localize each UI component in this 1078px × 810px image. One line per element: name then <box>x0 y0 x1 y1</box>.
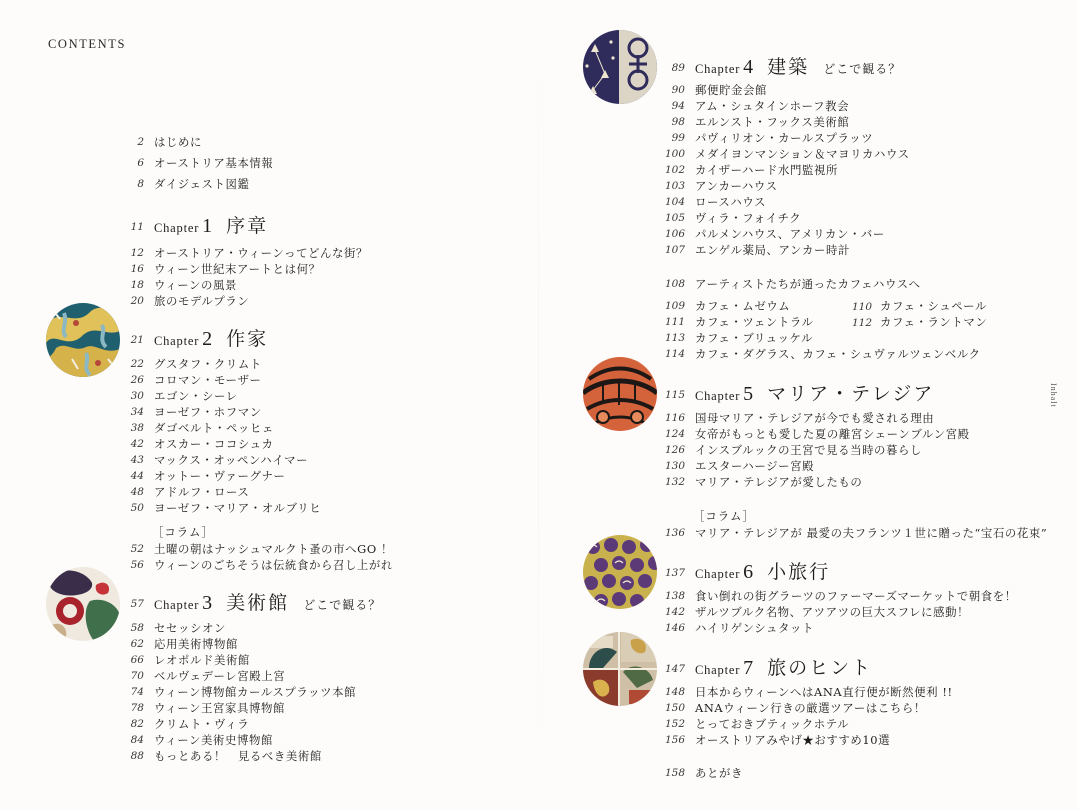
entry-title: 国母マリア・テレジアが今でも愛される理由 <box>695 411 935 425</box>
entry-title: カフェ・ムゼウム <box>695 299 791 313</box>
toc-entry[interactable] <box>671 114 850 130</box>
contents-heading: CONTENTS <box>48 37 127 51</box>
toc-entry[interactable] <box>130 557 393 573</box>
toc-entry[interactable] <box>130 356 262 372</box>
chapter-subtitle: どこで観る？ <box>303 598 382 612</box>
page-number: 56 <box>130 559 144 571</box>
toc-entry[interactable] <box>130 404 262 420</box>
toc-entry[interactable] <box>664 716 850 732</box>
entry-title: カフェ・ダグラス、カフェ・シュヴァルツェンベルク <box>695 347 981 361</box>
page-number: 42 <box>130 438 144 450</box>
page-number: 6 <box>137 157 144 169</box>
page-number: 138 <box>664 590 685 602</box>
entry-title: インスブルックの王宮で見る当時の暮らし <box>695 443 923 457</box>
entry-title: 食い倒れの街グラーツのファーマーズマーケットで朝食を！ <box>695 589 1017 603</box>
entry-title: オーストリアみやげ★おすすめ10選 <box>695 733 891 747</box>
entry-title: もっとある！ 見るべき美術館 <box>154 749 322 763</box>
entry-title: エンゲル薬局、アンカー時計 <box>695 243 850 257</box>
entry-title: ヴィラ・フォイチク <box>695 211 802 225</box>
toc-entry-secondary[interactable] <box>852 298 987 315</box>
page-number: 102 <box>664 164 685 176</box>
page-number: 8 <box>137 178 144 190</box>
chapter-number: 7 <box>743 657 754 679</box>
toc-entry[interactable] <box>130 245 369 261</box>
chapter-6-heading[interactable] <box>664 558 831 586</box>
toc-entry[interactable] <box>130 732 273 748</box>
chapter-number: 2 <box>202 328 213 350</box>
page-number: 16 <box>130 263 144 275</box>
entry-title: ウィーンの風景 <box>154 278 238 292</box>
entry-title: カフェ・ツェントラル <box>695 315 814 329</box>
entry-title: マリア・テレジアが愛したもの <box>695 475 863 489</box>
toc-entry[interactable] <box>671 130 874 146</box>
page-number: 78 <box>130 702 144 714</box>
entry-title: 応用美術博物館 <box>154 637 238 651</box>
entry-title: 土曜の朝はナッシュマルクト蚤の市へGO ！ <box>154 542 394 556</box>
entry-title: カフェ・ブリュッケル <box>695 331 813 345</box>
toc-entry[interactable] <box>130 372 262 388</box>
entry-title: ザルツブルク名物、アツアツの巨大スフレに感動！ <box>695 605 970 619</box>
entry-title: カフェ・ラントマン <box>880 315 988 329</box>
entry-title: エスターハージー宮殿 <box>695 459 815 473</box>
page-number: 152 <box>664 718 685 730</box>
toc-entry[interactable] <box>664 346 981 362</box>
toc-entry[interactable] <box>664 162 838 178</box>
toc-entry[interactable] <box>664 210 802 226</box>
chapter-title: 美術館 <box>226 592 290 614</box>
entry-title: あとがき <box>695 766 743 780</box>
chapter-label: Chapter <box>154 334 200 348</box>
page-number: 22 <box>130 358 144 370</box>
entry-title: カフェ・シュペール <box>880 299 987 313</box>
chapter-title: 序章 <box>226 215 269 237</box>
toc-entry[interactable] <box>130 652 250 668</box>
entry-title: アーティストたちが通ったカフェハウスへ <box>695 277 921 291</box>
entry-title: エゴン・シーレ <box>154 389 238 403</box>
page-number: 2 <box>137 136 144 148</box>
toc-entry[interactable] <box>664 194 767 210</box>
column-label: ［コラム］ <box>693 509 755 523</box>
toc-entry[interactable] <box>664 474 863 490</box>
entry-title: オットー・ヴァーグナー <box>154 469 286 483</box>
page-number: 48 <box>130 486 144 498</box>
chapter-label: Chapter <box>695 62 741 76</box>
chapter-subtitle: どこで観る？ <box>823 62 902 76</box>
entry-title: ハイリゲンシュタット <box>695 621 814 635</box>
page-number: 104 <box>664 196 685 208</box>
entry-title: ANAウィーン行きの厳選ツアーはこちら！ <box>695 701 926 715</box>
toc-entry[interactable] <box>130 468 286 484</box>
toc-entry[interactable] <box>130 484 250 500</box>
chapter-number: 6 <box>743 561 754 583</box>
toc-entry[interactable] <box>130 700 285 716</box>
book-spine <box>538 0 539 810</box>
column-label: ［コラム］ <box>152 525 214 539</box>
toc-entry[interactable] <box>130 261 321 277</box>
entry-title: ウィーンのごちそうは伝統食から召し上がれ <box>154 558 393 572</box>
page-number: 66 <box>130 654 144 666</box>
entry-title: アドルフ・ロース <box>154 485 250 499</box>
chapter-label: Chapter <box>154 221 200 235</box>
toc-entry-secondary[interactable] <box>852 314 987 331</box>
entry-title: パルメンハウス、アメリカン・バー <box>695 227 885 241</box>
entry-title: ダイジェスト図鑑 <box>154 177 250 191</box>
page-number: 90 <box>671 84 685 96</box>
page-number: 44 <box>130 470 144 482</box>
entry-title: ダゴベルト・ペッヒェ <box>154 421 274 435</box>
toc-entry[interactable] <box>130 716 250 732</box>
entry-title: オーストリア基本情報 <box>154 156 274 170</box>
page-number: 147 <box>664 663 685 675</box>
page-number: 30 <box>130 390 144 402</box>
toc-entry-pair[interactable] <box>664 298 987 314</box>
page-number: 26 <box>130 374 144 386</box>
toc-entry[interactable] <box>130 293 250 309</box>
toc-entry[interactable] <box>664 684 953 700</box>
chapter-number: 1 <box>202 215 213 237</box>
page-number: 88 <box>130 750 144 762</box>
toc-entry[interactable] <box>671 98 850 114</box>
page-number: 89 <box>671 62 685 74</box>
page-number: 156 <box>664 734 685 746</box>
page-number: 57 <box>130 598 144 610</box>
toc-entry[interactable] <box>130 388 238 404</box>
chapter-number: 5 <box>743 383 754 405</box>
page-number: 82 <box>130 718 144 730</box>
entry-title: 郵便貯金会館 <box>695 83 767 97</box>
page-number: 108 <box>664 278 685 290</box>
toc-entry[interactable] <box>130 500 322 516</box>
toc-entry[interactable] <box>664 242 850 258</box>
page-number: 43 <box>130 454 144 466</box>
toc-entry[interactable] <box>130 277 238 293</box>
chapter-5-heading[interactable] <box>664 380 935 408</box>
toc-entry[interactable] <box>664 442 923 458</box>
page-number: 132 <box>664 476 685 488</box>
toc-entry[interactable] <box>130 636 238 652</box>
entry-title: アンカーハウス <box>695 179 778 193</box>
chapter-4-heading[interactable] <box>671 53 902 81</box>
page-number: 50 <box>130 502 144 514</box>
page-number: 126 <box>664 444 685 456</box>
entry-title: メダイヨンマンション＆マヨリカハウス <box>695 147 910 161</box>
entry-title: ウィーン世紀末アートとは何？ <box>154 262 321 276</box>
chapter-number: 4 <box>743 56 754 78</box>
page-number: 110 <box>852 301 873 313</box>
entry-title: ヨーゼフ・マリア・オルブリヒ <box>154 501 322 515</box>
page-number: 38 <box>130 422 144 434</box>
page-number: 58 <box>130 622 144 634</box>
page-number: 74 <box>130 686 144 698</box>
page-number: 124 <box>664 428 685 440</box>
toc-entry-pair[interactable] <box>664 314 988 330</box>
page-number: 115 <box>664 389 685 401</box>
page-number: 158 <box>664 767 685 779</box>
toc-entry[interactable] <box>664 525 1048 541</box>
entry-title: セセッシオン <box>154 621 226 635</box>
page-number: 20 <box>130 295 144 307</box>
entry-title: パヴィリオン・カールスプラッツ <box>695 131 874 145</box>
entry-title: ウィーン美術史博物館 <box>154 733 273 747</box>
page-number: 99 <box>671 132 685 144</box>
entry-title: ウィーン王宮家具博物館 <box>154 701 285 715</box>
page-number: 100 <box>664 148 685 160</box>
chapter-title: マリア・テレジア <box>767 383 935 405</box>
toc-entry[interactable] <box>130 452 309 468</box>
page-number: 62 <box>130 638 144 650</box>
entry-title: オスカー・ココシュカ <box>154 437 274 451</box>
toc-entry[interactable] <box>130 668 286 684</box>
toc-entry[interactable] <box>130 420 274 436</box>
page-number: 70 <box>130 670 144 682</box>
toc-entry[interactable] <box>664 700 926 716</box>
toc-entry[interactable] <box>664 458 815 474</box>
entry-title: 女帝がもっとも愛した夏の離宮シェーンブルン宮殿 <box>695 427 970 441</box>
toc-entry[interactable] <box>664 226 885 242</box>
toc-entry[interactable] <box>130 748 322 764</box>
page-number: 150 <box>664 702 685 714</box>
page-number: 116 <box>664 412 685 424</box>
page-number: 130 <box>664 460 685 472</box>
chapter-2-heading[interactable] <box>130 325 269 353</box>
page-number: 18 <box>130 279 144 291</box>
chapter-1-heading[interactable] <box>130 212 269 240</box>
chapter-label: Chapter <box>154 598 200 612</box>
entry-title: レオポルド美術館 <box>154 653 250 667</box>
toc-entry[interactable] <box>137 176 250 192</box>
toc-entry[interactable] <box>130 436 274 452</box>
entry-title: とっておきブティックホテル <box>695 717 850 731</box>
toc-entry[interactable] <box>130 684 357 700</box>
toc-entry[interactable] <box>664 765 743 781</box>
toc-entry[interactable] <box>664 604 970 620</box>
page-number: 111 <box>664 316 685 328</box>
page-number: 52 <box>130 543 144 555</box>
page-number: 113 <box>664 332 685 344</box>
chapter-7-heading[interactable] <box>664 654 873 682</box>
entry-title: コロマン・モーザー <box>154 373 262 387</box>
entry-title: 日本からウィーンへはANA直行便が断然便利 !! <box>695 685 953 699</box>
chapter-title: 作家 <box>226 328 269 350</box>
toc-entry[interactable] <box>664 620 814 636</box>
entry-title: アム・シュタインホーフ教会 <box>695 99 850 113</box>
page-number: 146 <box>664 622 685 634</box>
toc-entry[interactable] <box>664 588 1017 604</box>
toc-entry[interactable] <box>664 178 778 194</box>
page-number: 11 <box>130 221 144 233</box>
page-number: 148 <box>664 686 685 698</box>
toc-entry[interactable] <box>130 620 226 636</box>
toc-entry[interactable] <box>664 426 970 442</box>
page-number: 107 <box>664 244 685 256</box>
page-number: 137 <box>664 567 685 579</box>
chapter-title: 建築 <box>767 56 810 78</box>
page-number: 136 <box>664 527 685 539</box>
chapter-label: Chapter <box>695 567 741 581</box>
entry-title: マリア・テレジアが 最愛の夫フランツ１世に贈った“宝石の花束” <box>695 526 1048 540</box>
entry-title: ロースハウス <box>695 195 767 209</box>
page-number: 34 <box>130 406 144 418</box>
side-note-inhalt: Inhalt <box>1049 383 1058 408</box>
toc-entry[interactable] <box>137 134 202 150</box>
entry-title: 旅のモデルプラン <box>154 294 250 308</box>
page-number: 142 <box>664 606 685 618</box>
entry-title: マックス・オッペンハイマー <box>154 453 309 467</box>
page-number: 98 <box>671 116 685 128</box>
entry-title: グスタフ・クリムト <box>154 357 262 371</box>
entry-title: カイザーハード水門監視所 <box>695 163 838 177</box>
toc-entry[interactable] <box>664 410 935 426</box>
entry-title: ヨーゼフ・ホフマン <box>154 405 262 419</box>
page-number: 84 <box>130 734 144 746</box>
toc-entry[interactable] <box>664 146 910 162</box>
entry-title: ウィーン博物館カールスプラッツ本館 <box>154 685 357 699</box>
chapter-title: 旅のヒント <box>767 657 873 679</box>
entry-title: オーストリア・ウィーンってどんな街？ <box>154 246 369 260</box>
entry-title: クリムト・ヴィラ <box>154 717 250 731</box>
toc-entry[interactable] <box>664 276 921 292</box>
chapter-label: Chapter <box>695 663 741 677</box>
page-number: 109 <box>664 300 685 312</box>
chapter-label: Chapter <box>695 389 741 403</box>
toc-entry[interactable] <box>664 330 813 346</box>
toc-entry[interactable] <box>664 732 891 748</box>
chapter-3-heading[interactable] <box>130 589 382 617</box>
page-number: 114 <box>664 348 685 360</box>
page-number: 106 <box>664 228 685 240</box>
page-number: 94 <box>671 100 685 112</box>
page-number: 112 <box>852 317 873 329</box>
toc-entry[interactable] <box>671 82 767 98</box>
page-number: 12 <box>130 247 144 259</box>
page-number: 105 <box>664 212 685 224</box>
page-number: 103 <box>664 180 685 192</box>
entry-title: ベルヴェデーレ宮殿上宮 <box>154 669 286 683</box>
chapter-number: 3 <box>202 592 213 614</box>
toc-entry[interactable] <box>137 155 274 171</box>
chapter-title: 小旅行 <box>767 561 831 583</box>
entry-title: エルンスト・フックス美術館 <box>695 115 850 129</box>
toc-entry[interactable] <box>130 541 394 557</box>
entry-title: はじめに <box>154 135 202 149</box>
page-number: 21 <box>130 334 144 346</box>
